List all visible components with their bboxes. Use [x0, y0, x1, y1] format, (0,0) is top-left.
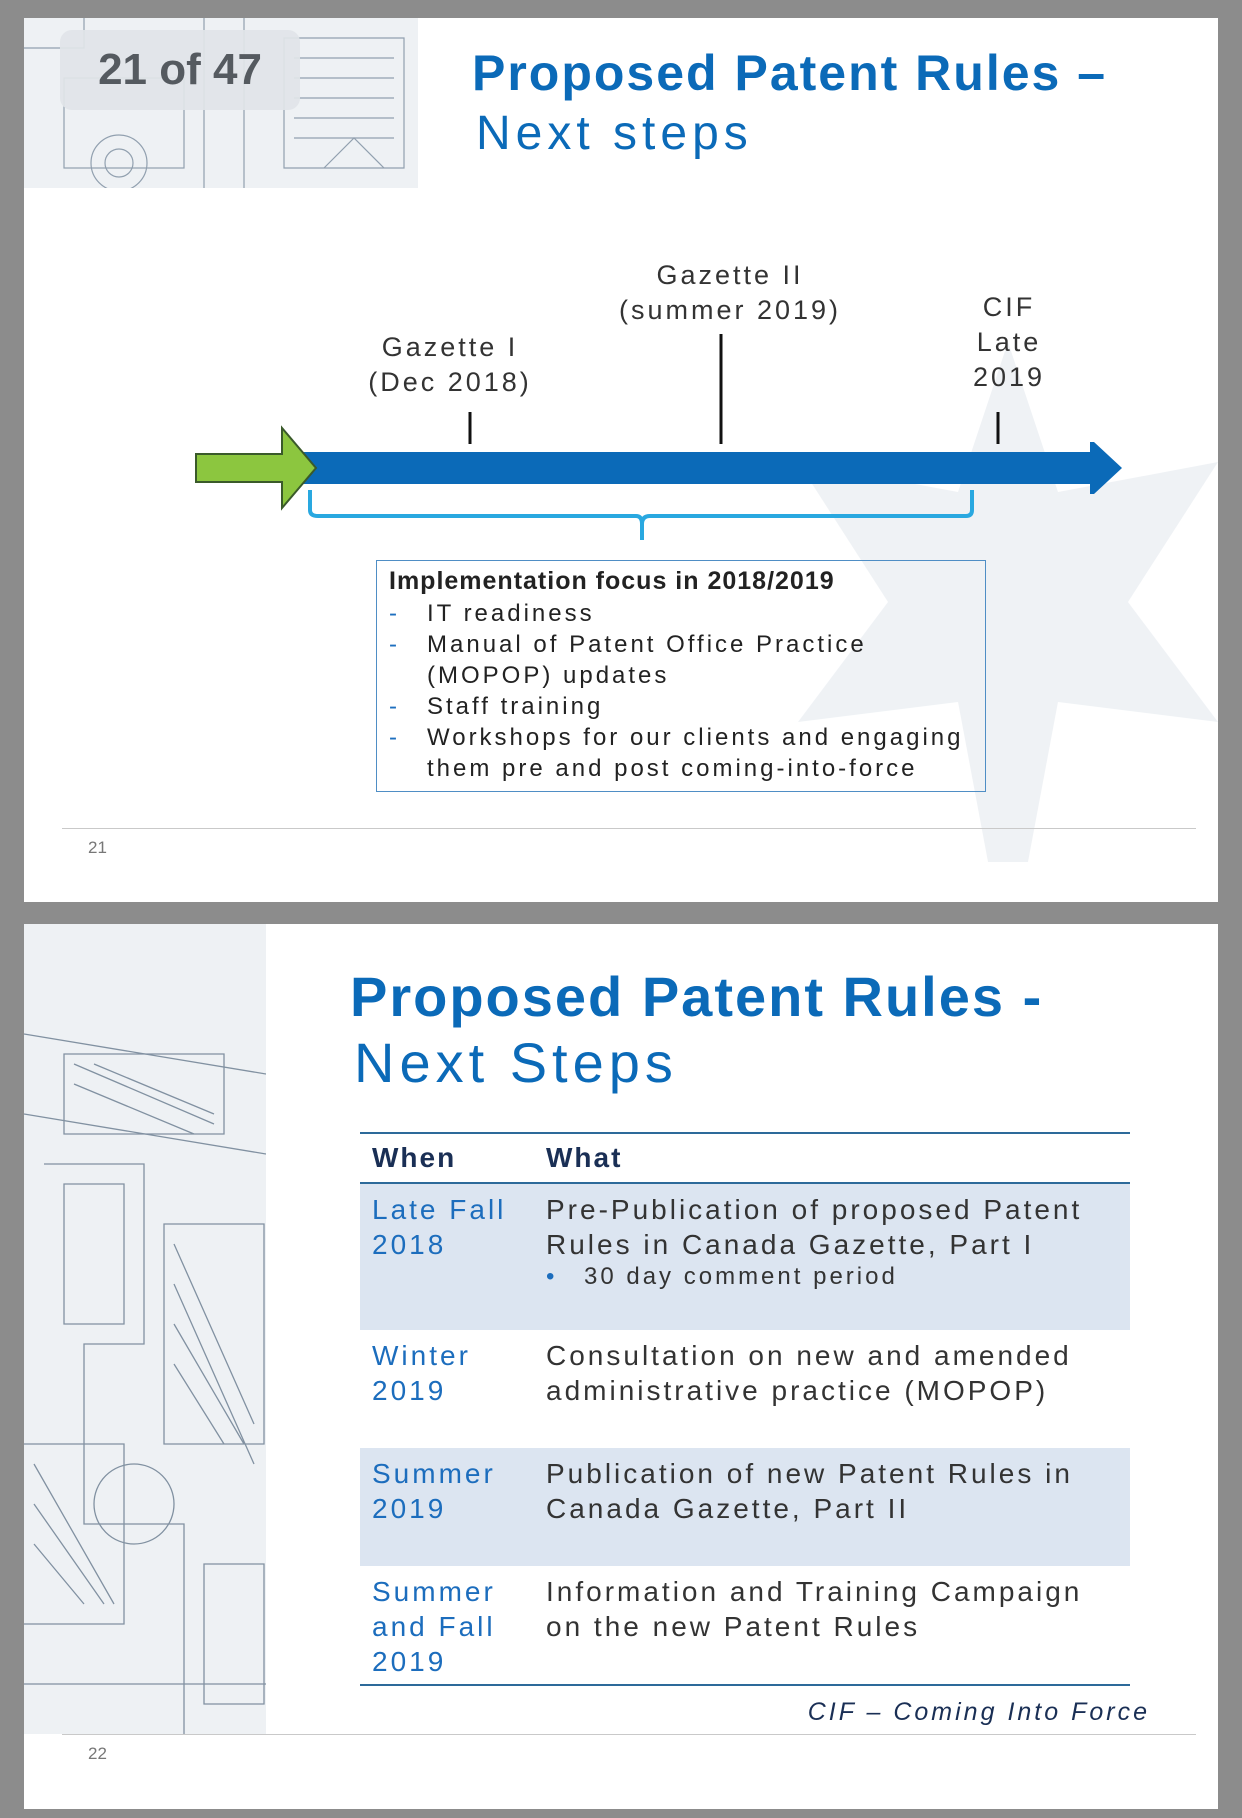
milestone-date: (Dec 2018): [368, 367, 532, 397]
what-line: Pre-Publication of proposed Patent: [546, 1194, 1083, 1225]
milestone-gazette-2: [590, 258, 870, 328]
cif-footnote: CIF – Coming Into Force: [807, 1698, 1150, 1726]
focus-item: [389, 598, 973, 629]
slide-subtitle: Next Steps: [354, 1031, 678, 1094]
page-counter: 21 of 47: [60, 30, 300, 110]
when-line: and Fall: [372, 1611, 496, 1642]
what-line: Consultation on new and amended: [546, 1340, 1072, 1371]
page-number: 22: [88, 1744, 107, 1763]
what-line: Publication of new Patent Rules in: [546, 1458, 1073, 1489]
focus-title: Implementation focus in 2018/2019: [389, 567, 835, 595]
bullet-dot-icon: •: [546, 1263, 558, 1290]
slide-21: [24, 18, 1218, 902]
focus-item: [389, 722, 973, 784]
table-row: [360, 1448, 1130, 1566]
when-line: Summer: [372, 1576, 496, 1607]
implementation-brace: [310, 490, 972, 540]
table-header: [360, 1132, 1130, 1184]
milestone-label: Gazette II: [656, 260, 804, 290]
footer-divider: [62, 1734, 1196, 1735]
focus-item-text: Workshops for our clients and engaging them pre and post coming-into-force: [427, 724, 964, 782]
when-line: 2019: [372, 1646, 447, 1677]
what-line: Canada Gazette, Part II: [546, 1493, 910, 1524]
page-number: 21: [88, 838, 107, 857]
what-line: on the new Patent Rules: [546, 1611, 921, 1642]
cell-what: [546, 1338, 1130, 1448]
what-line: administrative practice (MOPOP): [546, 1375, 1049, 1406]
milestone-year: 2019: [972, 362, 1046, 392]
dash-bullet-icon: -: [389, 600, 400, 627]
when-line: Summer: [372, 1458, 496, 1489]
bullet-text: 30 day comment period: [584, 1263, 898, 1290]
blueprint-drawing: [24, 924, 266, 1734]
focus-item: [389, 691, 973, 722]
slide-22: [24, 924, 1218, 1809]
dash-bullet-icon: -: [389, 724, 400, 751]
table-row: [360, 1566, 1130, 1684]
what-line: Information and Training Campaign: [546, 1576, 1083, 1607]
table-bottom-rule: [360, 1684, 1130, 1686]
what-line: Rules in Canada Gazette, Part I: [546, 1229, 1035, 1260]
timeline-arrowhead: [1090, 442, 1122, 494]
when-line: Winter: [372, 1340, 471, 1371]
when-line: 2018: [372, 1229, 447, 1260]
table-row: [360, 1184, 1130, 1330]
milestone-date: (summer 2019): [618, 295, 842, 325]
cell-when: [360, 1338, 546, 1448]
header-when: When: [372, 1142, 457, 1173]
implementation-focus-box: [376, 560, 986, 792]
focus-item-text: Staff training: [427, 693, 604, 720]
milestone-label: Gazette I: [381, 332, 519, 362]
slide-title: Proposed Patent Rules –: [472, 45, 1108, 101]
blueprint-image: [24, 924, 266, 1734]
start-arrow-icon: [196, 428, 316, 508]
cell-what: [546, 1192, 1130, 1330]
focus-item-text: IT readiness: [427, 600, 595, 627]
cell-when: [360, 1192, 546, 1330]
cell-what: [546, 1574, 1130, 1684]
timeline-bar: [292, 452, 1092, 484]
cell-when: [360, 1456, 546, 1566]
milestone-date: Late: [976, 327, 1042, 357]
bullet-item: [546, 1262, 1130, 1292]
cell-when: [360, 1574, 546, 1684]
when-line: 2019: [372, 1493, 447, 1524]
header-what: What: [546, 1142, 623, 1173]
table-row: [360, 1330, 1130, 1448]
next-steps-table: [360, 1132, 1130, 1686]
slide-subtitle: Next steps: [476, 107, 753, 160]
slide-title: Proposed Patent Rules -: [350, 965, 1044, 1028]
when-line: Late Fall: [372, 1194, 507, 1225]
when-line: 2019: [372, 1375, 447, 1406]
focus-item: [389, 629, 973, 691]
focus-item-text: Manual of Patent Office Practice (MOPOP) updates: [427, 631, 867, 689]
milestone-gazette-1: [330, 330, 570, 400]
milestone-label: CIF: [982, 292, 1036, 322]
footer-divider: [62, 828, 1196, 829]
dash-bullet-icon: -: [389, 693, 400, 720]
dash-bullet-icon: -: [389, 631, 400, 658]
cell-what: [546, 1456, 1130, 1566]
milestone-cif: [944, 290, 1074, 395]
